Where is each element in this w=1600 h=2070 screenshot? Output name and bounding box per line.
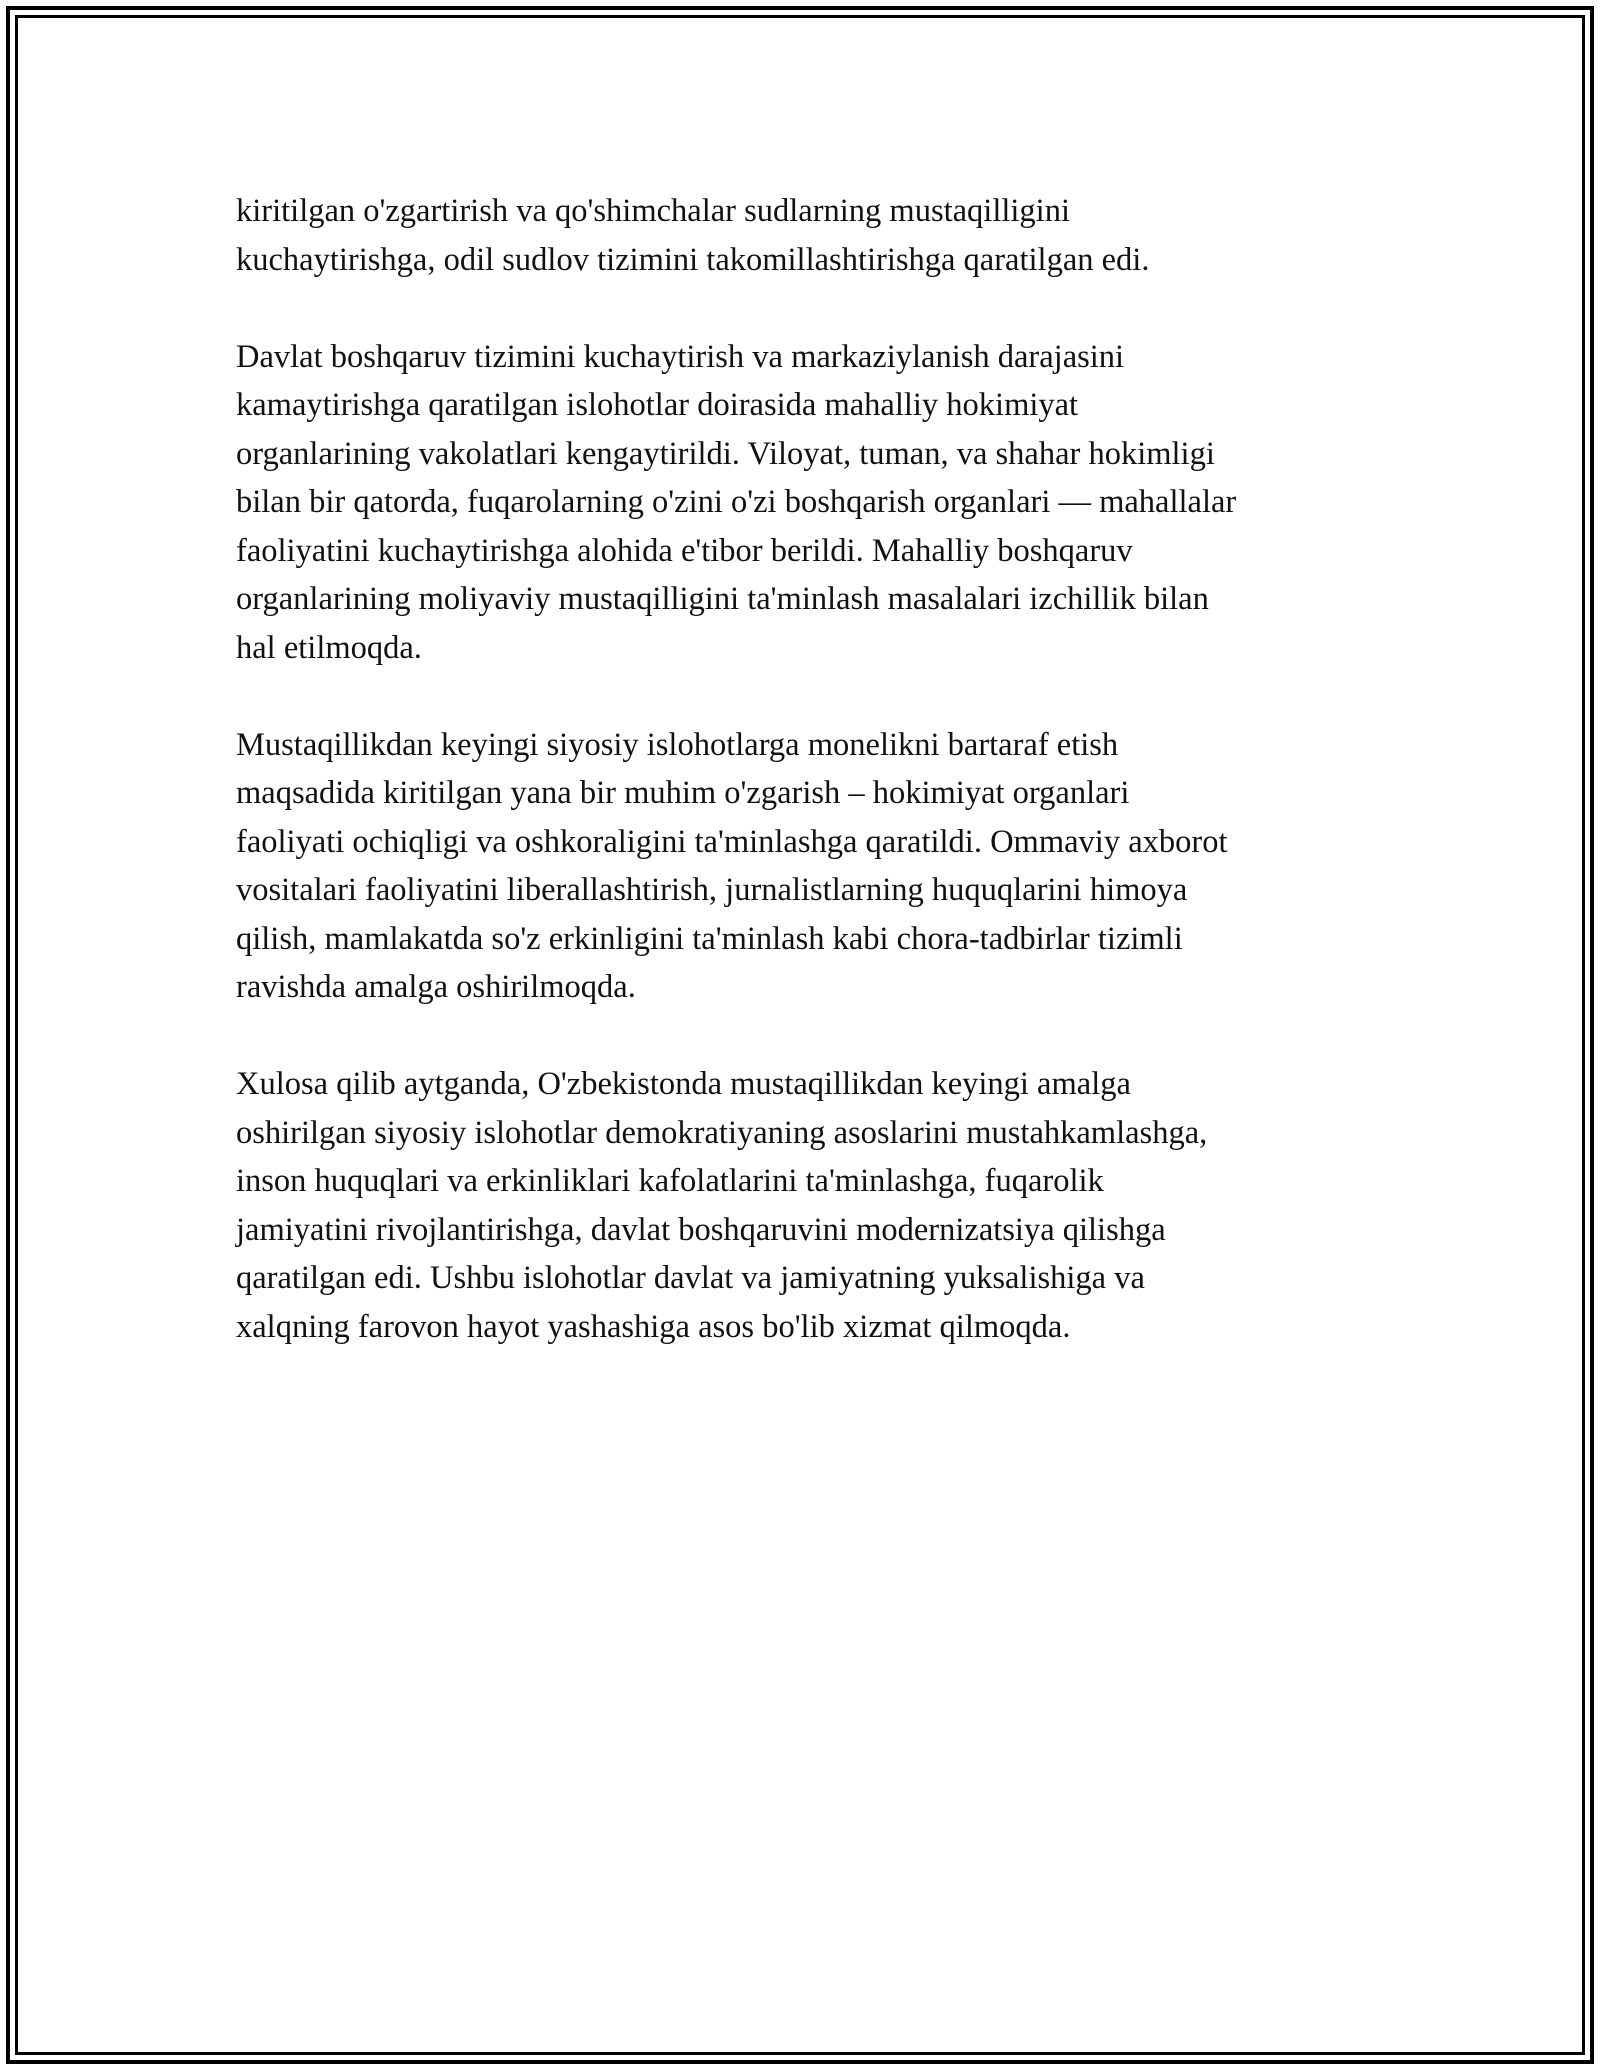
text-line: maqsadida kiritilgan yana bir muhim o'zgarish – hokimiyat organlari xyxy=(236,775,1130,811)
text-line: vositalari faoliyatini liberallashtirish, jurnalistlarning huquqlarini himoya xyxy=(236,872,1188,908)
paragraph-4 xyxy=(236,1060,1386,1351)
text-line: kuchaytirishga, odil sudlov tizimini takomillashtirishga qaratilgan edi. xyxy=(236,241,1150,278)
text-line: ravishda amalga oshirilmoqda. xyxy=(236,969,636,1005)
text-line: inson huquqlari va erkinliklari kafolatlarini ta'minlashga, fuqarolik xyxy=(236,1163,1104,1199)
text-line: jamiyatini rivojlantirishga, davlat boshqaruvini modernizatsiya qilishga xyxy=(236,1211,1166,1248)
paragraph-1 xyxy=(236,187,1386,284)
text-line: kamaytirishga qaratilgan islohotlar doirasida mahalliy hokimiyat xyxy=(236,387,1079,423)
text-line: xalqning farovon hayot yashashiga asos bo'lib xizmat qilmoqda. xyxy=(236,1308,1071,1345)
text-line: faoliyati ochiqligi va oshkoraligini ta'minlashga qaratildi. Ommaviy axborot xyxy=(236,823,1228,860)
text-line: organlarining moliyaviy mustaqilligini ta'minlash masalalari izchillik bilan xyxy=(236,581,1209,617)
text-line: bilan bir qatorda, fuqarolarning o'zini o'zi boshqarish organlari — mahallalar xyxy=(236,484,1237,520)
text-line: qaratilgan edi. Ushbu islohotlar davlat va jamiyatning yuksalishiga va xyxy=(236,1260,1145,1296)
text-line: organlarining vakolatlari kengaytirildi. Viloyat, tuman, va shahar hokimligi xyxy=(236,435,1215,472)
document-body xyxy=(236,187,1386,1400)
paragraph-3 xyxy=(236,721,1386,1012)
text-line: qilish, mamlakatda so'z erkinligini ta'minlash kabi chora-tadbirlar tizimli xyxy=(236,920,1183,957)
text-line: Davlat boshqaruv tizimini kuchaytirish va markaziylanish darajasini xyxy=(236,338,1125,375)
text-line: kiritilgan o'zgartirish va qo'shimchalar sudlarning mustaqilligini xyxy=(236,193,1070,229)
text-line: Xulosa qilib aytganda, O'zbekistonda mustaqillikdan keyingi amalga xyxy=(236,1066,1131,1102)
text-line: oshirilgan siyosiy islohotlar demokratiyaning asoslarini mustahkamlashga, xyxy=(236,1114,1208,1151)
text-line: faoliyatini kuchaytirishga alohida e'tibor berildi. Mahalliy boshqaruv xyxy=(236,532,1133,569)
text-line: Mustaqillikdan keyingi siyosiy islohotlarga monelikni bartaraf etish xyxy=(236,726,1119,763)
paragraph-2 xyxy=(236,333,1386,673)
text-line: hal etilmoqda. xyxy=(236,629,422,666)
